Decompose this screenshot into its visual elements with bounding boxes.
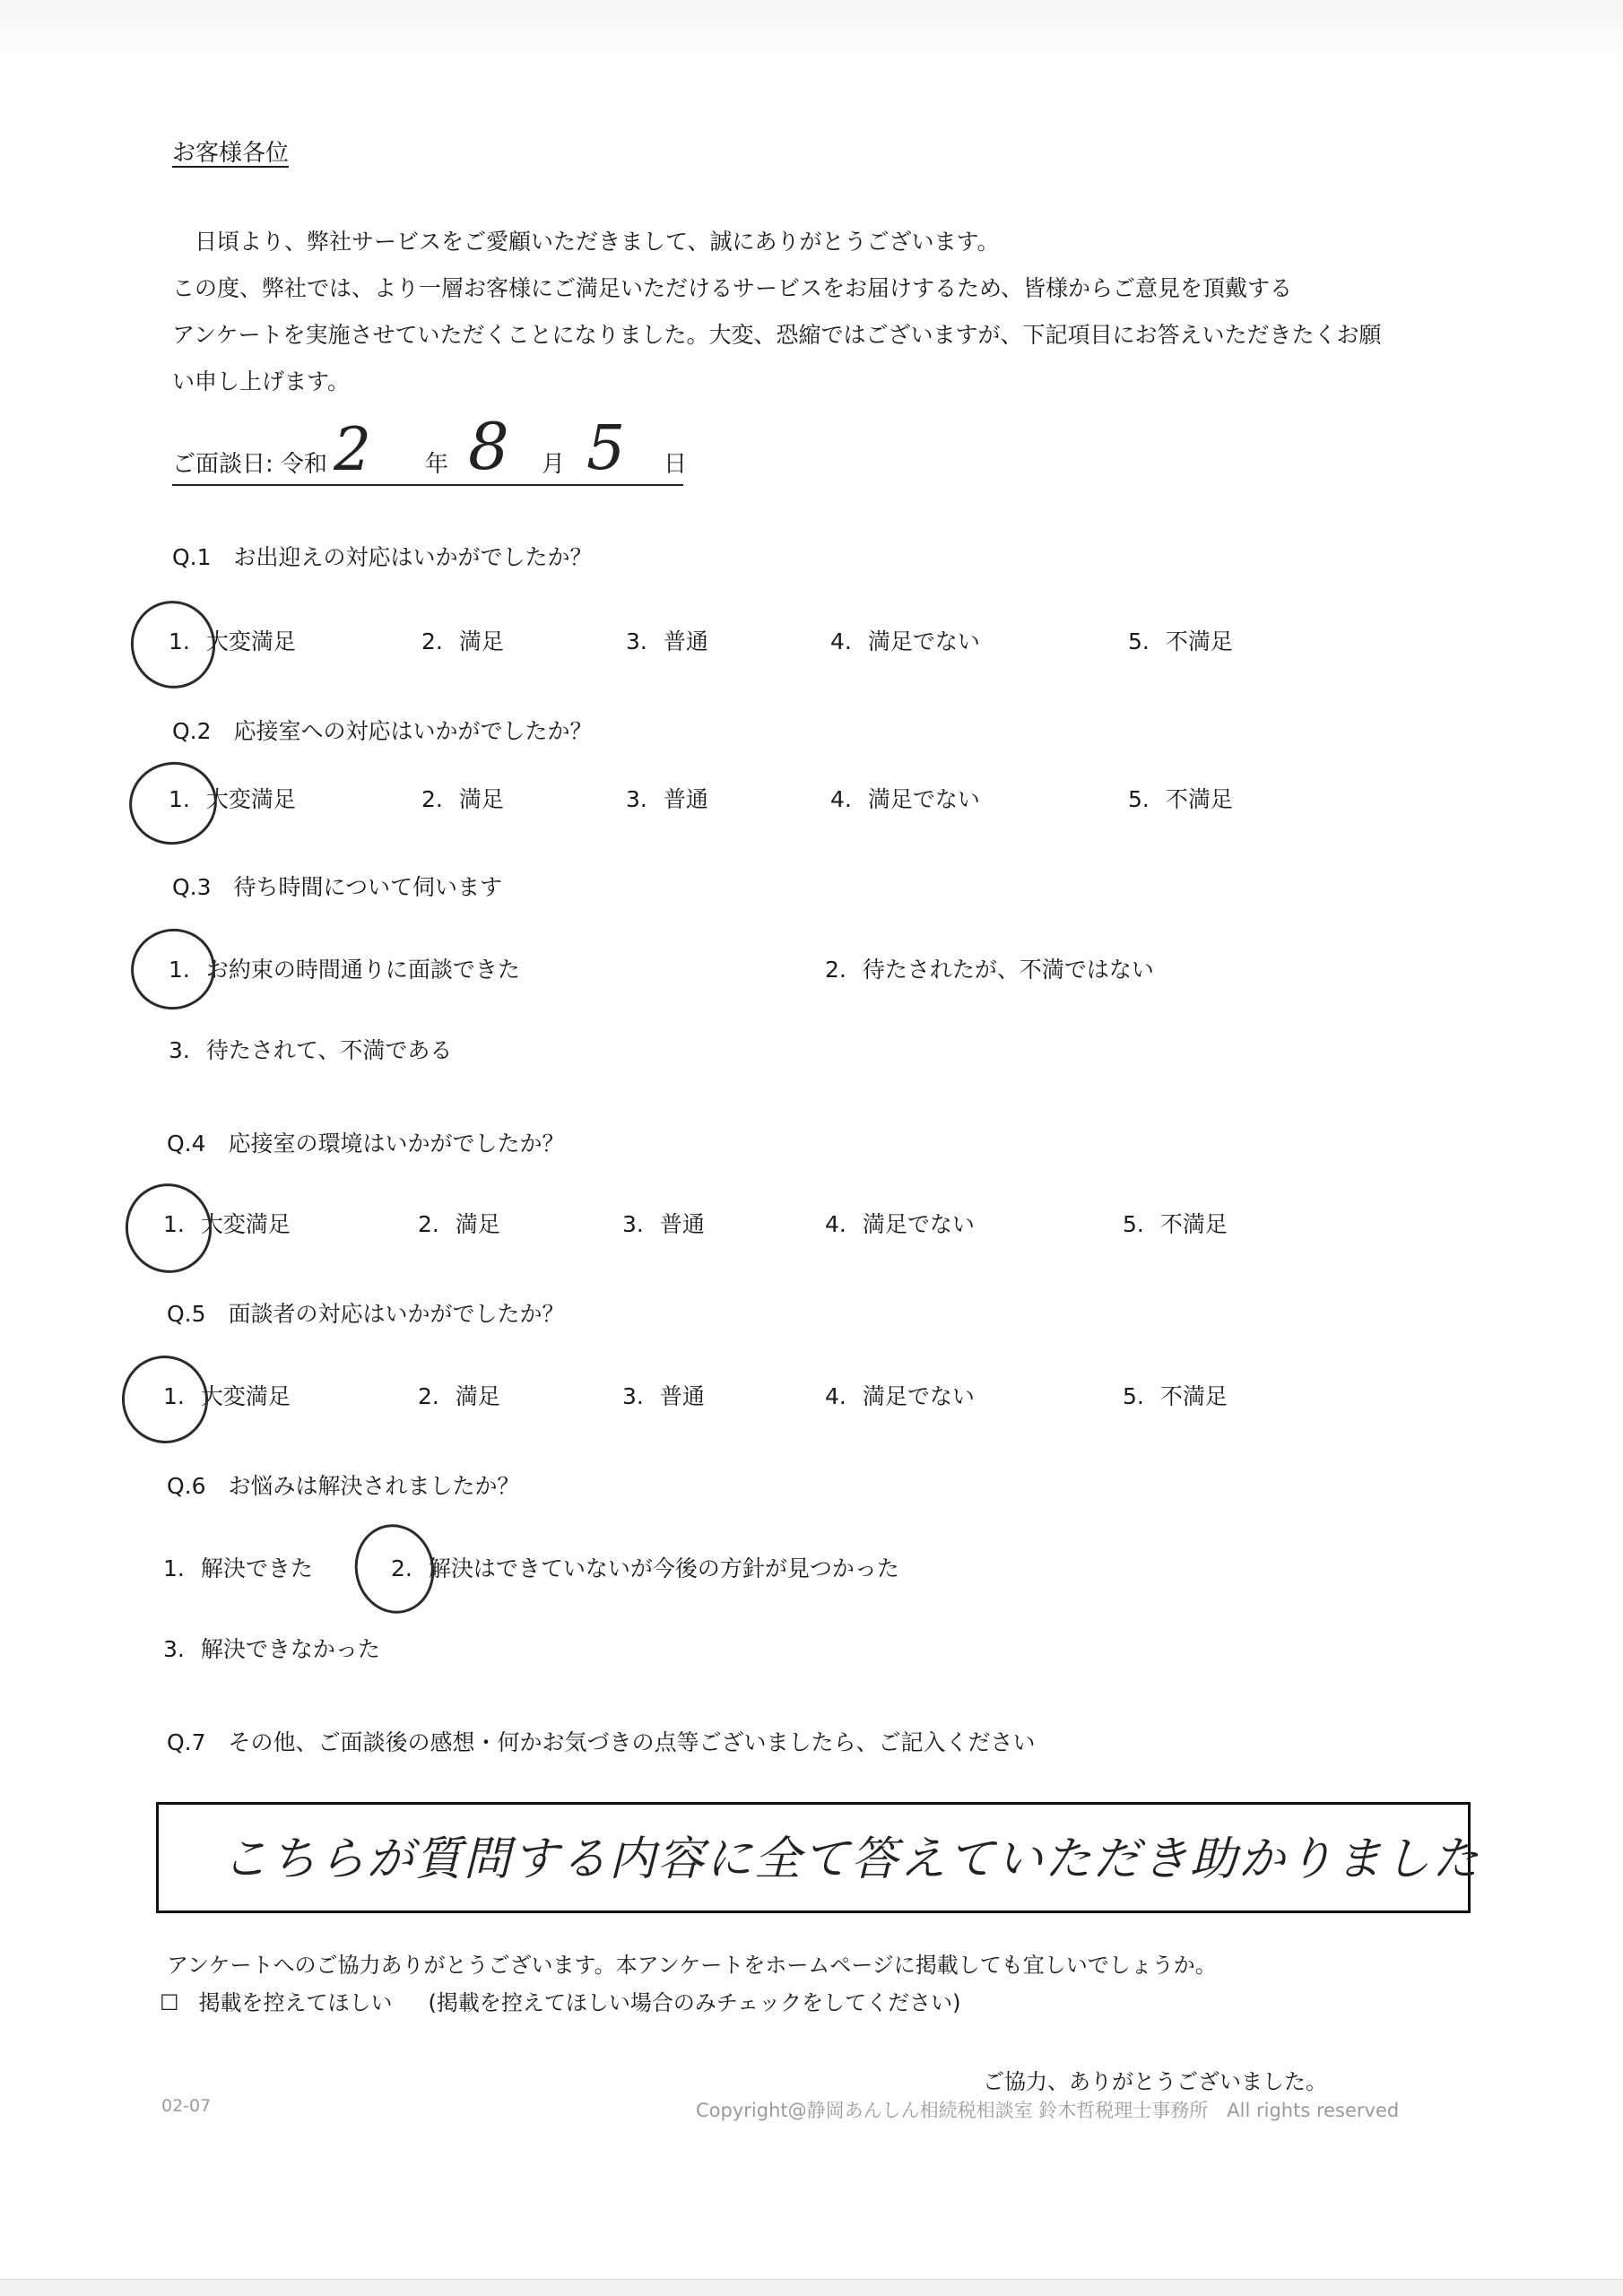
q6-option-2[interactable]: 2. 解決はできていないが今後の方針が見つかった <box>391 1555 899 1581</box>
q2-option-5[interactable]: 5. 不満足 <box>1128 786 1233 812</box>
q5-option-1[interactable]: 1. 大変満足 <box>163 1383 291 1409</box>
q2-option-1[interactable]: 1. 大変満足 <box>169 786 296 812</box>
date-month-unit: 月 <box>542 451 566 478</box>
intro-line: 日頃より、弊社サービスをご愛顧いただきまして、誠にありがとうございます。 <box>172 229 1000 255</box>
publish-question: アンケートへのご協力ありがとうございます。本アンケートをホームページに掲載しても宜しいでしょうか。 <box>167 1953 1217 1978</box>
q4-option-2[interactable]: 2. 満足 <box>418 1211 500 1237</box>
q1-option-5[interactable]: 5. 不満足 <box>1128 628 1233 654</box>
q2-selection-circle <box>122 754 225 853</box>
q3-selection-circle <box>124 921 223 1018</box>
q5-selection-circle <box>114 1347 216 1451</box>
interview-date-field[interactable] <box>172 409 688 486</box>
intro-line: アンケートを実施させていただくことになりました。大変、恐縮ではございますが、下記項目にお答えいただきたくお願 <box>172 322 1382 348</box>
q1-option-2[interactable]: 2. 満足 <box>421 628 504 654</box>
question-3-label: Q.3 待ち時間について伺います <box>172 874 503 900</box>
question-6-label: Q.6 お悩みは解決されましたか？ <box>167 1473 520 1499</box>
scan-top-edge <box>0 0 1623 63</box>
closing-thanks: ご協力、ありがとうございました。 <box>983 2069 1327 2094</box>
q4-option-3[interactable]: 3. 普通 <box>622 1211 705 1237</box>
q5-option-5[interactable]: 5. 不満足 <box>1123 1383 1228 1409</box>
copyright-notice: Copyright@静岡あんしん相続税相談室 鈴木哲税理士事務所 All rights reserved <box>696 2100 1400 2121</box>
date-day-value: 5 <box>586 413 626 484</box>
comment-box[interactable] <box>156 1802 1481 1913</box>
comment-handwritten-text: こちらが質問する内容に全て答えていただき助かりました <box>221 1832 1481 1886</box>
salutation: お客様各位 <box>172 140 290 167</box>
publish-opt-out-note: (掲載を控えてほしい場合のみチェックをしてください) <box>428 1990 961 2015</box>
publish-opt-out[interactable] <box>160 1985 961 2016</box>
q5-option-3[interactable]: 3. 普通 <box>622 1383 705 1409</box>
question-5-label: Q.5 面談者の対応はいかがでしたか？ <box>167 1301 565 1327</box>
intro-paragraph <box>172 219 1481 405</box>
q6-selection-circle <box>347 1517 443 1621</box>
publish-opt-out-label: 掲載を控えてほしい <box>198 1990 393 2015</box>
q4-selection-circle <box>117 1175 221 1281</box>
q1-option-4[interactable]: 4. 満足でない <box>830 628 980 654</box>
q4-option-1[interactable]: 1. 大変満足 <box>163 1211 291 1237</box>
intro-line: この度、弊社では、より一層お客様にご満足いただけるサービスをお届けするため、皆様からご意見を頂戴する <box>172 275 1293 301</box>
q6-option-3[interactable]: 3. 解決できなかった <box>163 1636 380 1662</box>
q3-option-2[interactable]: 2. 待たされたが、不満ではない <box>825 957 1154 983</box>
q2-option-3[interactable]: 3. 普通 <box>626 786 708 812</box>
question-2-label: Q.2 応接室への対応はいかがでしたか？ <box>172 718 593 744</box>
q6-option-1[interactable]: 1. 解決できた <box>163 1555 313 1581</box>
q1-selection-circle <box>123 593 223 696</box>
question-1-label: Q.1 お出迎えの対応はいかがでしたか？ <box>172 544 593 570</box>
q5-option-4[interactable]: 4. 満足でない <box>825 1383 975 1409</box>
checkbox-icon[interactable]: ☐ <box>160 1990 179 2015</box>
scan-bottom-edge <box>0 2279 1623 2296</box>
q2-option-2[interactable]: 2. 満足 <box>421 786 504 812</box>
date-day-unit: 日 <box>664 451 688 478</box>
date-year-value: 2 <box>334 415 371 484</box>
q3-option-1[interactable]: 1. お約束の時間通りに面談できた <box>169 957 520 983</box>
q4-option-4[interactable]: 4. 満足でない <box>825 1211 975 1237</box>
q5-option-2[interactable]: 2. 満足 <box>418 1383 500 1409</box>
form-code: 02-07 <box>161 2096 212 2116</box>
intro-line: い申し上げます。 <box>172 368 351 394</box>
q4-option-5[interactable]: 5. 不満足 <box>1123 1211 1228 1237</box>
question-4-label: Q.4 応接室の環境はいかがでしたか？ <box>167 1131 565 1157</box>
date-month-value: 8 <box>468 409 509 484</box>
question-7-label: Q.7 その他、ご面談後の感想・何かお気づきの点等ございましたら、ご記入ください <box>167 1729 1036 1755</box>
date-label: ご面談日: 令和 <box>172 451 328 478</box>
q3-option-3[interactable]: 3. 待たされて、不満である <box>169 1037 453 1063</box>
q1-option-1[interactable]: 1. 大変満足 <box>169 628 296 654</box>
q2-option-4[interactable]: 4. 満足でない <box>830 786 980 812</box>
q1-option-3[interactable]: 3. 普通 <box>626 628 708 654</box>
date-year-unit: 年 <box>425 451 449 478</box>
